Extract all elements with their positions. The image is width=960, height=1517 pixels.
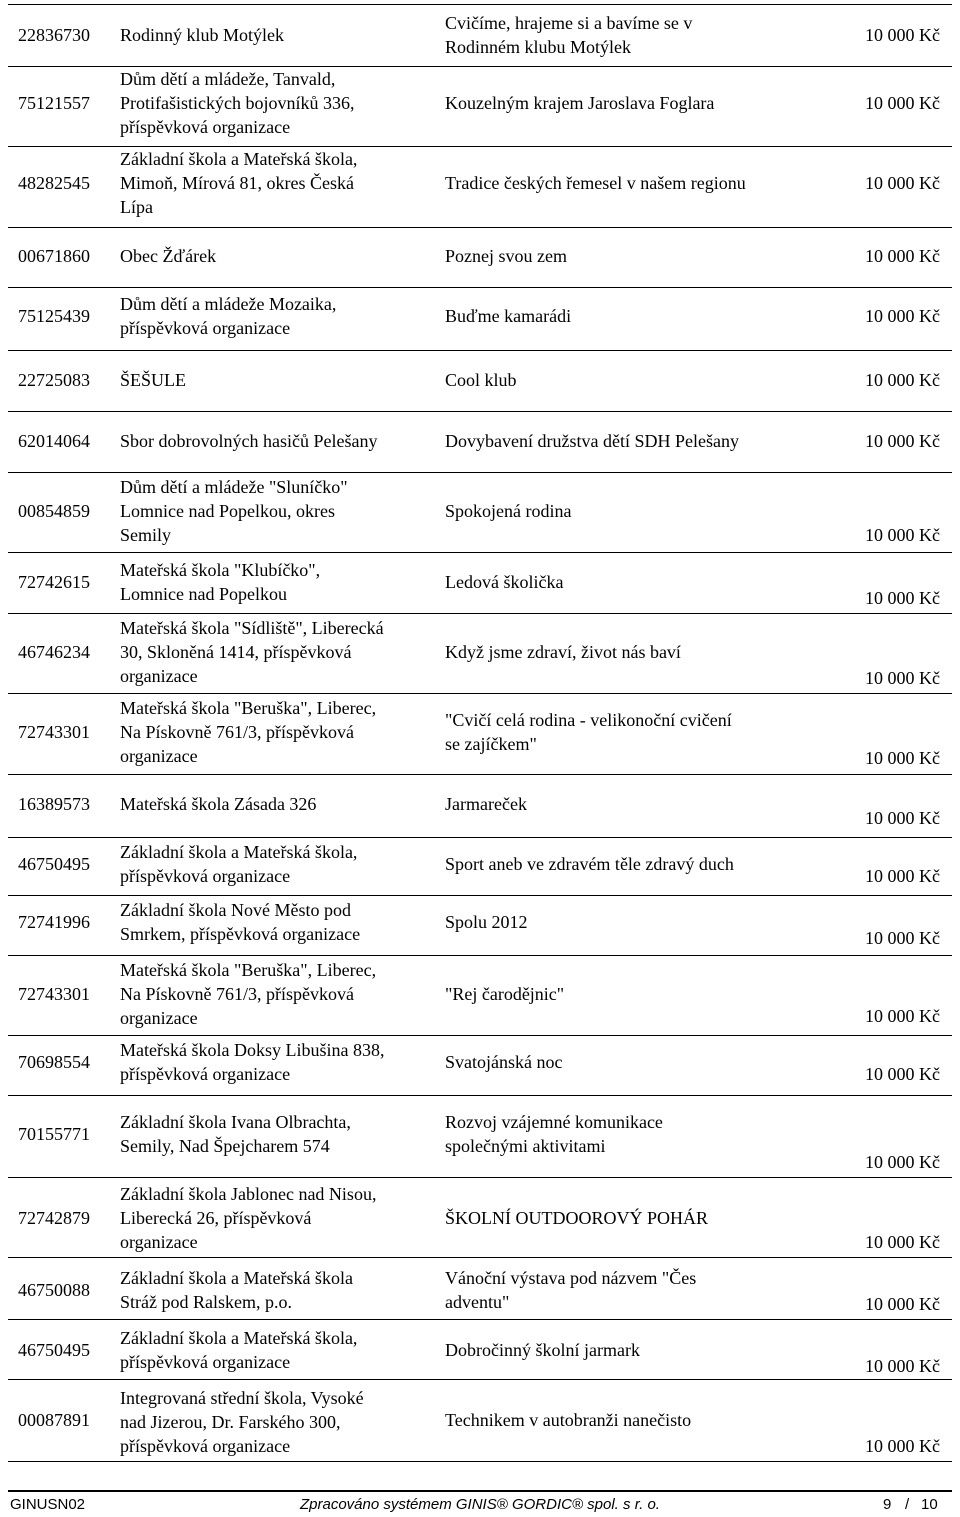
amount-cell: 10 000 Kč	[865, 431, 940, 451]
table-row	[8, 614, 952, 694]
project-line: Svatojánská noc	[445, 1052, 563, 1072]
table-row	[8, 838, 952, 896]
applicant-line: organizace	[120, 1008, 198, 1028]
project-line: ŠKOLNÍ OUTDOOROVÝ POHÁR	[445, 1208, 709, 1228]
table-row	[8, 288, 952, 351]
amount-cell: 10 000 Kč	[865, 1064, 940, 1084]
table-row	[8, 1380, 952, 1462]
applicant-cell	[120, 475, 348, 547]
applicant-cell	[120, 1386, 364, 1458]
amount-cell: 10 000 Kč	[865, 25, 940, 45]
amount-cell: 10 000 Kč	[865, 866, 940, 886]
applicant-cell	[120, 1110, 351, 1158]
applicant-cell	[120, 292, 336, 340]
ico-cell: 46750495	[18, 1340, 90, 1360]
applicant-line: příspěvková organizace	[120, 318, 291, 338]
applicant-line: Lomnice nad Popelkou, okres	[120, 501, 335, 521]
project-line: Rozvoj vzájemné komunikace	[445, 1112, 663, 1132]
ico-cell: 48282545	[18, 173, 90, 193]
project-line: Dobročinný školní jarmark	[445, 1340, 640, 1360]
project-line: Cvičíme, hrajeme si a bavíme se v	[445, 13, 693, 33]
system-credit: Zpracováno systémem GINIS® GORDIC® spol. s r. o.	[300, 1496, 660, 1513]
table-row	[8, 1258, 952, 1320]
applicant-cell	[120, 898, 360, 946]
ico-cell: 46746234	[18, 642, 90, 662]
project-cell	[445, 1338, 640, 1362]
amount-cell: 10 000 Kč	[865, 1356, 940, 1376]
project-line: Cool klub	[445, 370, 517, 390]
applicant-line: Liberecká 26, příspěvková	[120, 1208, 312, 1228]
project-cell	[445, 640, 681, 664]
applicant-line: Protifašistických bojovníků 336,	[120, 93, 355, 113]
applicant-line: Mateřská škola Zásada 326	[120, 794, 317, 814]
project-line: "Cvičí celá rodina - velikonoční cvičení	[445, 710, 732, 730]
applicant-line: příspěvková organizace	[120, 1064, 291, 1084]
ico-cell: 70155771	[18, 1124, 90, 1144]
applicant-cell	[120, 244, 216, 268]
table-row	[8, 1096, 952, 1178]
applicant-line: Sbor dobrovolných hasičů Pelešany	[120, 431, 378, 451]
applicant-line: Základní škola Ivana Olbrachta,	[120, 1112, 351, 1132]
ico-cell: 00087891	[18, 1410, 90, 1430]
applicant-cell	[120, 840, 357, 888]
table-row	[8, 553, 952, 614]
project-cell	[445, 368, 517, 392]
applicant-line: Rodinný klub Motýlek	[120, 25, 285, 45]
applicant-line: nad Jizerou, Dr. Farského 300,	[120, 1412, 341, 1432]
table-row	[8, 67, 952, 147]
project-cell	[445, 1266, 696, 1314]
applicant-line: Mateřská škola "Sídliště", Liberecká	[120, 618, 384, 638]
project-cell	[445, 982, 564, 1006]
applicant-cell	[120, 792, 316, 816]
project-line: Poznej svou zem	[445, 246, 567, 266]
project-cell	[445, 11, 692, 59]
applicant-line: Mateřská škola Doksy Libušina 838,	[120, 1040, 385, 1060]
project-line: Kouzelným krajem Jaroslava Foglara	[445, 93, 715, 113]
amount-cell: 10 000 Kč	[865, 808, 940, 828]
project-cell	[445, 304, 571, 328]
project-cell	[445, 1110, 663, 1158]
applicant-line: Lípa	[120, 197, 153, 217]
applicant-line: Mateřská škola "Klubíčko",	[120, 560, 321, 580]
project-line: Jarmareček	[445, 794, 527, 814]
amount-cell: 10 000 Kč	[865, 370, 940, 390]
project-cell	[445, 910, 528, 934]
table-row	[8, 1178, 952, 1258]
applicant-line: Semily	[120, 525, 172, 545]
project-cell	[445, 244, 567, 268]
page-separator: /	[905, 1496, 910, 1513]
project-line: společnými aktivitami	[445, 1136, 606, 1156]
applicant-line: Integrovaná střední škola, Vysoké	[120, 1388, 364, 1408]
applicant-line: Lomnice nad Popelkou	[120, 584, 287, 604]
table-row	[8, 775, 952, 838]
project-cell	[445, 570, 563, 594]
project-cell	[445, 1050, 562, 1074]
project-cell	[445, 91, 714, 115]
ico-cell: 46750088	[18, 1280, 90, 1300]
applicant-cell	[120, 616, 384, 688]
applicant-line: Na Pískovně 761/3, příspěvková	[120, 722, 354, 742]
applicant-cell	[120, 23, 284, 47]
ico-cell: 72743301	[18, 722, 90, 742]
amount-cell: 10 000 Kč	[865, 246, 940, 266]
project-line: Rodinném klubu Motýlek	[445, 37, 631, 57]
applicant-cell	[120, 429, 377, 453]
table-row	[8, 694, 952, 775]
amount-cell: 10 000 Kč	[865, 588, 940, 608]
applicant-line: Stráž pod Ralskem, p.o.	[120, 1292, 292, 1312]
project-line: Technikem v autobranži nanečisto	[445, 1410, 692, 1430]
project-cell	[445, 1206, 708, 1230]
applicant-line: Na Pískovně 761/3, příspěvková	[120, 984, 354, 1004]
applicant-cell	[120, 558, 320, 606]
amount-cell: 10 000 Kč	[865, 1436, 940, 1456]
table-row	[8, 147, 952, 228]
project-line: Buďme kamarádi	[445, 306, 572, 326]
table-row	[8, 351, 952, 412]
applicant-line: Dům dětí a mládeže "Sluníčko"	[120, 477, 348, 497]
project-line: Ledová školička	[445, 572, 564, 592]
ico-cell: 22725083	[18, 370, 90, 390]
project-cell	[445, 1408, 691, 1432]
applicant-line: Základní škola Jablonec nad Nisou,	[120, 1184, 377, 1204]
page-footer	[8, 1490, 952, 1512]
project-line: Spokojená rodina	[445, 501, 572, 521]
page-total: 10	[921, 1496, 938, 1513]
project-line: Vánoční výstava pod názvem "Čes	[445, 1268, 697, 1288]
ico-cell: 72742879	[18, 1208, 90, 1228]
project-line: adventu"	[445, 1292, 510, 1312]
applicant-cell	[120, 1038, 384, 1086]
applicant-line: organizace	[120, 1232, 198, 1252]
project-line: Když jsme zdraví, život nás baví	[445, 642, 681, 662]
amount-cell: 10 000 Kč	[865, 1152, 940, 1172]
table-row	[8, 956, 952, 1036]
applicant-line: Dům dětí a mládeže Mozaika,	[120, 294, 337, 314]
ico-cell: 75125439	[18, 306, 90, 326]
applicant-line: Základní škola a Mateřská škola	[120, 1268, 353, 1288]
table-row	[8, 228, 952, 288]
applicant-line: Obec Žďárek	[120, 246, 217, 266]
applicant-line: ŠEŠULE	[120, 370, 187, 390]
applicant-cell	[120, 1266, 353, 1314]
applicant-cell	[120, 696, 376, 768]
ico-cell: 75121557	[18, 93, 90, 113]
applicant-line: Semily, Nad Špejcharem 574	[120, 1136, 330, 1156]
applicant-line: Základní škola a Mateřská škola,	[120, 842, 358, 862]
amount-cell: 10 000 Kč	[865, 1006, 940, 1026]
applicant-line: příspěvková organizace	[120, 866, 291, 886]
table-row	[8, 1036, 952, 1096]
applicant-cell	[120, 67, 354, 139]
project-line: Dovybavení družstva dětí SDH Pelešany	[445, 431, 739, 451]
report-code: GINUSN02	[10, 1496, 86, 1513]
applicant-line: Mateřská škola "Beruška", Liberec,	[120, 960, 377, 980]
applicant-cell	[120, 147, 357, 219]
project-cell	[445, 171, 746, 195]
applicant-cell	[120, 1182, 376, 1254]
amount-cell: 10 000 Kč	[865, 93, 940, 113]
amount-cell: 10 000 Kč	[865, 306, 940, 326]
ico-cell: 00671860	[18, 246, 90, 266]
project-line: "Rej čarodějnic"	[445, 984, 565, 1004]
project-line: se zajíčkem"	[445, 734, 537, 754]
ico-cell: 22836730	[18, 25, 90, 45]
applicant-line: Smrkem, příspěvková organizace	[120, 924, 361, 944]
table-row	[8, 1320, 952, 1380]
project-line: Spolu 2012	[445, 912, 528, 932]
applicant-line: Základní škola a Mateřská škola,	[120, 1328, 358, 1348]
amount-cell: 10 000 Kč	[865, 1232, 940, 1252]
applicant-line: Mimoň, Mírová 81, okres Česká	[120, 173, 354, 193]
table-row	[8, 896, 952, 956]
amount-cell: 10 000 Kč	[865, 173, 940, 193]
applicant-line: příspěvková organizace	[120, 117, 291, 137]
applicant-line: příspěvková organizace	[120, 1436, 291, 1456]
applicant-cell	[120, 368, 186, 392]
applicant-line: 30, Skloněná 1414, příspěvková	[120, 642, 352, 662]
ico-cell: 70698554	[18, 1052, 90, 1072]
ico-cell: 00854859	[18, 501, 90, 521]
project-line: Tradice českých řemesel v našem regionu	[445, 173, 746, 193]
ico-cell: 72743301	[18, 984, 90, 1004]
applicant-cell	[120, 1326, 357, 1374]
applicant-line: organizace	[120, 666, 198, 686]
table-row	[8, 412, 952, 473]
table-row	[8, 473, 952, 553]
page-number: 9	[883, 1496, 892, 1513]
applicant-line: Dům dětí a mládeže, Tanvald,	[120, 69, 336, 89]
project-cell	[445, 499, 571, 523]
ico-cell: 16389573	[18, 794, 90, 814]
amount-cell: 10 000 Kč	[865, 928, 940, 948]
ico-cell: 46750495	[18, 854, 90, 874]
project-cell	[445, 852, 734, 876]
applicant-line: příspěvková organizace	[120, 1352, 291, 1372]
amount-cell: 10 000 Kč	[865, 1294, 940, 1314]
ico-cell: 62014064	[18, 431, 90, 451]
applicant-cell	[120, 958, 376, 1030]
ico-cell: 72742615	[18, 572, 90, 592]
project-line: Sport aneb ve zdravém těle zdravý duch	[445, 854, 734, 874]
amount-cell: 10 000 Kč	[865, 525, 940, 545]
amount-cell: 10 000 Kč	[865, 668, 940, 688]
project-cell	[445, 429, 739, 453]
applicant-line: Základní škola Nové Město pod	[120, 900, 351, 920]
project-cell	[445, 792, 527, 816]
applicant-line: organizace	[120, 746, 198, 766]
amount-cell: 10 000 Kč	[865, 748, 940, 768]
applicant-line: Mateřská škola "Beruška", Liberec,	[120, 698, 377, 718]
project-cell	[445, 708, 732, 756]
applicant-line: Základní škola a Mateřská škola,	[120, 149, 358, 169]
ico-cell: 72741996	[18, 912, 90, 932]
table-row	[8, 4, 952, 67]
